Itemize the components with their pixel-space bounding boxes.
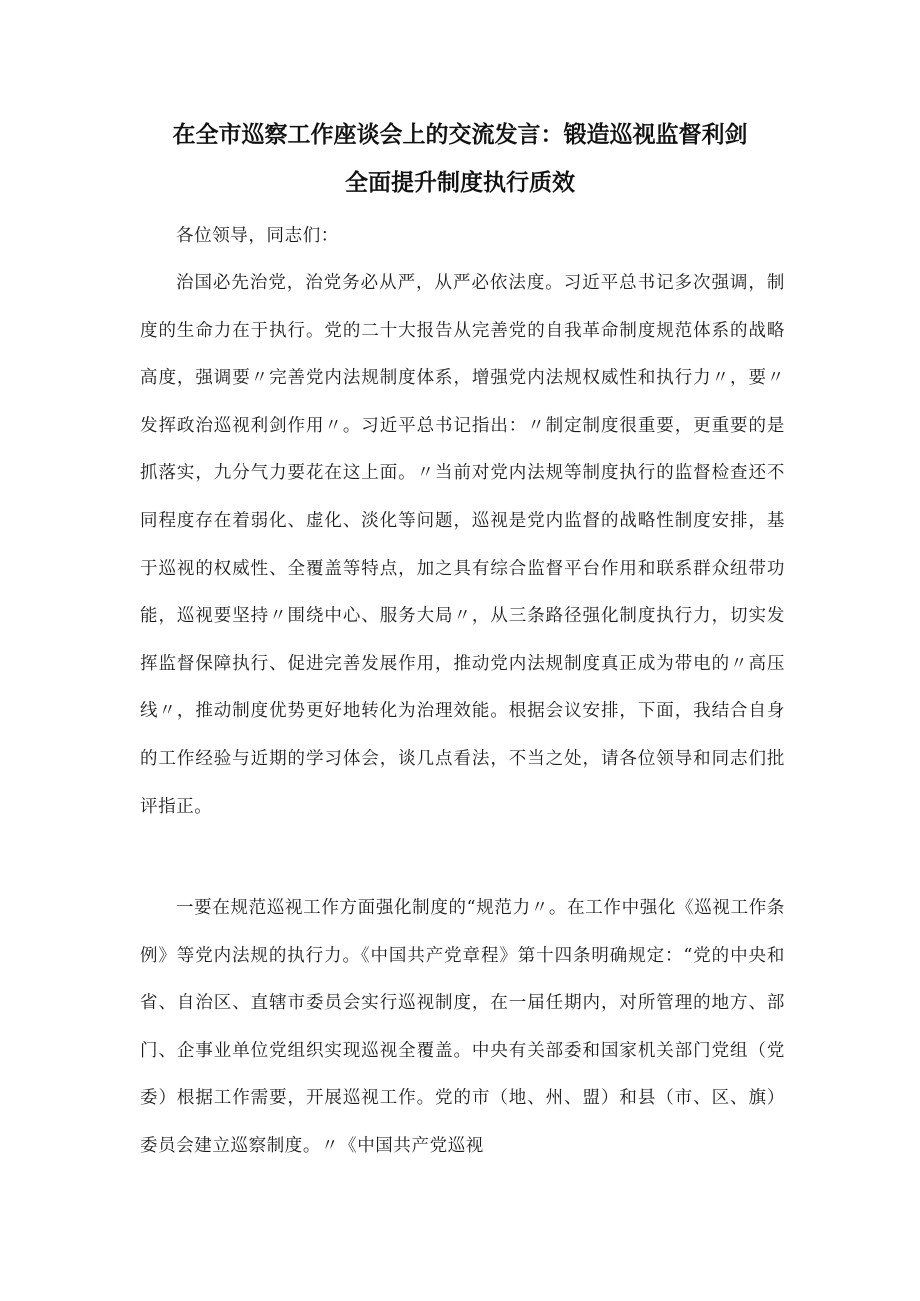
- paragraph-first-point: 一要在规范巡视工作方面强化制度的“规范力〃。在工作中强化《巡视工作条例》等党内法规的执行力。《中国共产党章程》第十四条明确规定：“党的中央和省、自治区、直辖市委员会实行巡视制度，在一届任期内，对所管理的地方、部门、企事业单位党组织实现巡视全覆盖。中央有关部委和国家机关部门党组（党委）根据工作需要，开展巡视工作。党的市（地、州、盟）和县（市、区、旗）委员会建立巡察制度。〃《中国共产党巡视: [140, 898, 785, 1156]
- document-title-line-1: 在全市巡察工作座谈会上的交流发言：锻造巡视监督利剑: [172, 122, 748, 148]
- paragraph-intro: 治国必先治党，治党务必从严，从严必依法度。习近平总书记多次强调，制度的生命力在于执行。党的二十大报告从完善党的自我革命制度规范体系的战略高度，强调要〃完善党内法规制度体系，增强党内法规权威性和执行力〃，要〃发挥政治巡视利剑作用〃。习近平总书记指出：〃制定制度很重要，更重要的是抓落实，九分气力要花在这上面。〃当前对党内法规等制度执行的监督检查还不同程度存在着弱化、虚化、淡化等问题，巡视是党内监督的战略性制度安排，基于巡视的权威性、全覆盖等特点，加之具有综合监督平台作用和联系群众纽带功能，巡视要坚持〃围绕中心、服务大局〃，从三条路径强化制度执行力，切实发挥监督保障执行、促进完善发展作用，推动党内法规制度真正成为带电的〃高压线〃，推动制度优势更好地转化为治理效能。根据会议安排，下面，我结合自身的工作经验与近期的学习体会，谈几点看法，不当之处，请各位领导和同志们批评指正。: [140, 273, 785, 817]
- salutation: 各位领导，同志们：: [176, 226, 339, 246]
- document-title-line-2: 全面提升制度执行质效: [345, 170, 575, 196]
